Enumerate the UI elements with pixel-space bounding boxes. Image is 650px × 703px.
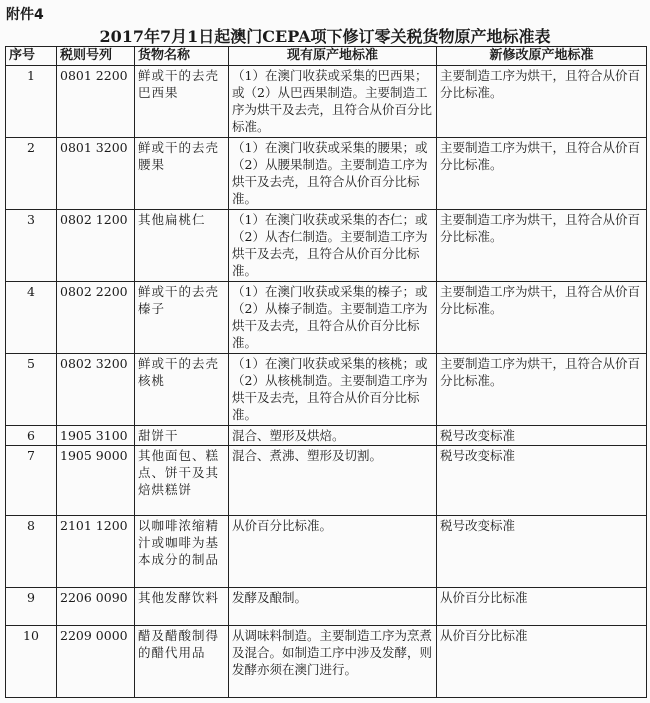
cell-revised-standard: 主要制造工序为烘干，且符合从价百分比标准。 [437,210,647,282]
table-row [6,426,647,446]
cell-serial-no: 7 [6,446,57,516]
cell-current-standard: 混合、煮沸、塑形及切割。 [229,446,437,516]
cell-tariff-code: 0801 3200 [57,138,135,210]
cell-revised-standard: 从价百分比标准 [437,626,647,698]
cell-revised-standard: 主要制造工序为烘干，且符合从价百分比标准。 [437,282,647,354]
cell-revised-standard: 税号改变标准 [437,426,647,446]
cell-goods-name: 甜饼干 [135,426,229,446]
cell-tariff-code: 1905 3100 [57,426,135,446]
table-row [6,138,647,210]
cell-serial-no: 6 [6,426,57,446]
cell-current-standard: （1）在澳门收获或采集的榛子；或（2）从榛子制造。主要制造工序为烘干及去壳，且符合从价百分比标准。 [229,282,437,354]
header-goods-name: 货物名称 [135,47,229,66]
table-row [6,66,647,138]
cell-revised-standard: 主要制造工序为烘干，且符合从价百分比标准。 [437,66,647,138]
cell-current-standard: （1）在澳门收获或采集的核桃；或（2）从核桃制造。主要制造工序为烘干及去壳，且符合从价百分比标准。 [229,354,437,426]
cell-serial-no: 4 [6,282,57,354]
cell-goods-name: 鲜或干的去壳巴西果 [135,66,229,138]
cell-goods-name: 其他发酵饮料 [135,588,229,626]
cell-tariff-code: 2209 0000 [57,626,135,698]
table-row [6,446,647,516]
cell-serial-no: 10 [6,626,57,698]
cell-goods-name: 其他扁桃仁 [135,210,229,282]
cell-serial-no: 3 [6,210,57,282]
table-row [6,516,647,588]
cell-current-standard: （1）在澳门收获或采集的腰果；或（2）从腰果制造。主要制造工序为烘干及去壳，且符合从价百分比标准。 [229,138,437,210]
cell-tariff-code: 0802 3200 [57,354,135,426]
header-revised-standard: 新修改原产地标准 [437,47,647,66]
table-row [6,210,647,282]
cell-current-standard: 从价百分比标准。 [229,516,437,588]
cell-revised-standard: 从价百分比标准 [437,588,647,626]
table-header-row [6,47,647,66]
cell-tariff-code: 0801 2200 [57,66,135,138]
cell-serial-no: 5 [6,354,57,426]
cell-tariff-code: 1905 9000 [57,446,135,516]
cell-current-standard: （1）在澳门收获或采集的杏仁；或（2）从杏仁制造。主要制造工序为烘干及去壳，且符合从价百分比标准。 [229,210,437,282]
header-current-standard: 现有原产地标准 [229,47,437,66]
cell-serial-no: 2 [6,138,57,210]
cell-tariff-code: 2101 1200 [57,516,135,588]
attachment-label: 附件4 [6,7,44,23]
cell-goods-name: 醋及醋酸制得的醋代用品 [135,626,229,698]
table-row [6,282,647,354]
cell-serial-no: 9 [6,588,57,626]
cell-goods-name: 鲜或干的去壳核桃 [135,354,229,426]
cell-current-standard: 混合、塑形及烘焙。 [229,426,437,446]
cell-revised-standard: 主要制造工序为烘干，且符合从价百分比标准。 [437,354,647,426]
cell-goods-name: 鲜或干的去壳腰果 [135,138,229,210]
cell-current-standard: 从调味料制造。主要制造工序为烹煮及混合。如制造工序中涉及发酵，则发酵亦须在澳门进行。 [229,626,437,698]
table-row [6,354,647,426]
origin-standards-table [5,46,647,698]
cell-revised-standard: 税号改变标准 [437,446,647,516]
cell-tariff-code: 0802 1200 [57,210,135,282]
cell-goods-name: 鲜或干的去壳榛子 [135,282,229,354]
cell-current-standard: 发酵及酿制。 [229,588,437,626]
cell-revised-standard: 主要制造工序为烘干，且符合从价百分比标准。 [437,138,647,210]
cell-revised-standard: 税号改变标准 [437,516,647,588]
table-row [6,588,647,626]
cell-tariff-code: 0802 2200 [57,282,135,354]
header-serial-no: 序号 [6,47,57,66]
cell-current-standard: （1）在澳门收获或采集的巴西果；或（2）从巴西果制造。主要制造工序为烘干及去壳，且符合从价百分比标准。 [229,66,437,138]
header-tariff-code: 税则号列 [57,47,135,66]
document-title: 2017年7月1日起澳门CEPA项下修订零关税货物原产地标准表 [99,27,551,46]
cell-goods-name: 其他面包、糕点、饼干及其焙烘糕饼 [135,446,229,516]
cell-goods-name: 以咖啡浓缩精汁或咖啡为基本成分的制品 [135,516,229,588]
cell-serial-no: 1 [6,66,57,138]
cell-tariff-code: 2206 0090 [57,588,135,626]
cell-serial-no: 8 [6,516,57,588]
table-row [6,626,647,698]
